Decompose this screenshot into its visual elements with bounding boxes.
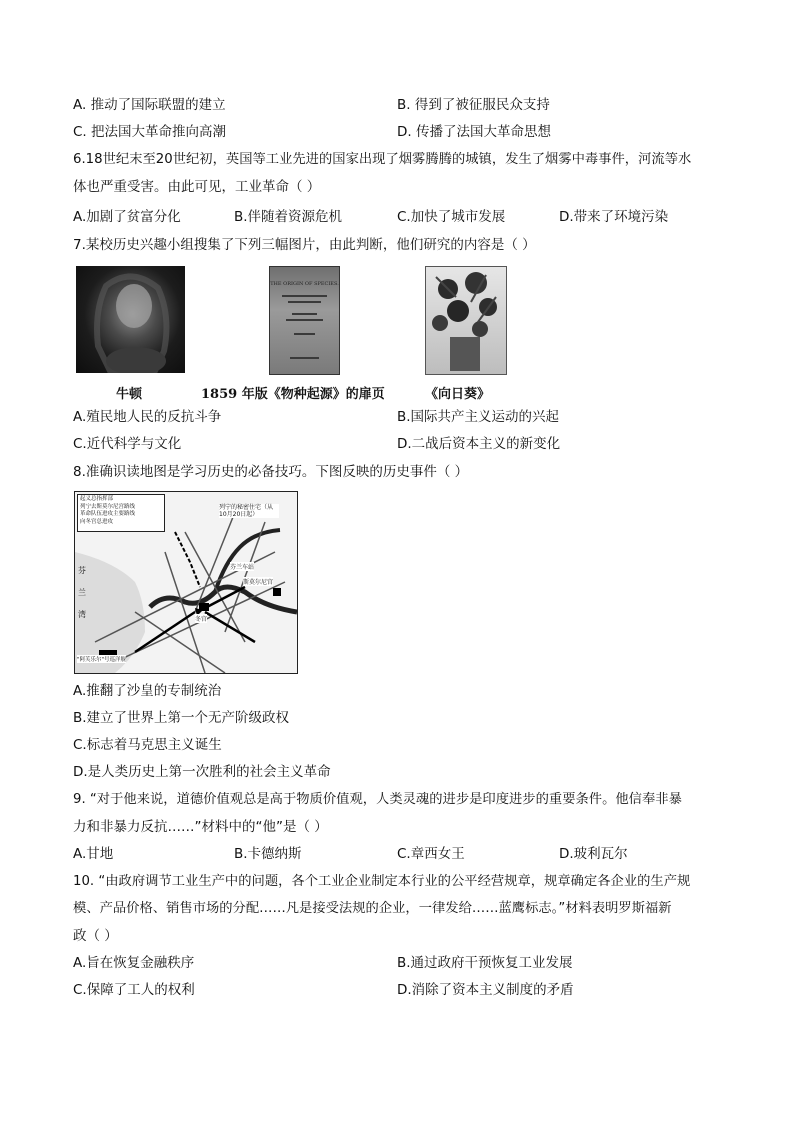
newton-portrait-image [76, 266, 185, 373]
q6-option-a: A.加剧了贫富分化 [73, 209, 181, 225]
q9-option-a: A.甘地 [73, 846, 114, 862]
q6-option-b: B.伴随着资源危机 [234, 209, 343, 225]
sunflowers-painting-image [425, 266, 507, 375]
q9-option-b: B.卡德纳斯 [234, 846, 302, 862]
q7-option-c: C.近代科学与文化 [73, 436, 182, 452]
q8-option-d: D.是人类历史上第一次胜利的社会主义革命 [73, 764, 331, 780]
q7-option-b: B.国际共产主义运动的兴起 [397, 409, 560, 425]
q9-option-c: C.章西女王 [397, 846, 465, 862]
q6-option-d: D.带来了环境污染 [559, 209, 669, 225]
legend-route-revolution: 革命队伍进攻主要路线 [80, 511, 136, 517]
map-label-winter-palace: 冬宫 [195, 616, 208, 623]
caption-origin-of-species: 1859 年版《物种起源》的扉页 [201, 387, 385, 402]
october-revolution-map [74, 491, 298, 674]
q10-option-b: B.通过政府干预恢复工业发展 [397, 955, 573, 971]
q6-stem-line2: 体也严重受害。由此可见，工业革命（ ） [73, 179, 321, 195]
map-label-aurora: "阿芙乐尔"号巡洋舰 [77, 657, 127, 663]
q9-stem-line2: 力和非暴力反抗……”材料中的“他”是（ ） [73, 819, 328, 835]
q10-stem-line1: 10. “由政府调节工业生产中的问题，各个工业企业制定本行业的公平经营规章，规章确定各企业的生产规 [73, 874, 691, 889]
q8-stem: 8.准确识读地图是学习历史的必备技巧。下图反映的历史事件（ ） [73, 464, 469, 480]
q10-stem-line2: 模、产品价格、销售市场的分配……凡是接受法规的企业，一律发给……蓝鹰标志。”材料表明罗斯福新 [73, 901, 672, 916]
q9-option-d: D.玻利瓦尔 [559, 846, 628, 862]
q7-option-a: A.殖民地人民的反抗斗争 [73, 409, 222, 425]
map-label-finland-station: 芬兰车站 [230, 564, 255, 571]
q8-option-c: C.标志着马克思主义诞生 [73, 737, 222, 753]
legend-route-attack: 向冬宫总进攻 [80, 518, 114, 525]
q5-option-d: D. 传播了法国大革命思想 [397, 124, 551, 140]
q5-option-b: B. 得到了被征服民众支持 [397, 97, 550, 113]
q6-stem-line1: 6.18世纪末至20世纪初，英国等工业先进的国家出现了烟雾腾腾的城镇，发生了烟雾中毒事件，河流等水 [73, 152, 692, 167]
map-label-gulf: 芬兰湾 [78, 566, 86, 619]
q10-option-a: A.旨在恢复金融秩序 [73, 955, 195, 971]
q7-stem: 7.某校历史兴趣小组搜集了下列三幅图片，由此判断，他们研究的内容是（ ） [73, 237, 536, 253]
q8-option-a: A.推翻了沙皇的专制统治 [73, 683, 222, 699]
caption-sunflowers: 《向日葵》 [425, 387, 491, 402]
q10-stem-line3: 政（ ） [73, 928, 118, 944]
legend-route-lenin: 列宁去斯莫尔尼宫路线 [80, 503, 136, 510]
q5-option-c: C. 把法国大革命推向高潮 [73, 124, 227, 140]
map-legend [77, 494, 165, 532]
origin-of-species-title-page-image [269, 266, 340, 375]
q8-option-b: B.建立了世界上第一个无产阶级政权 [73, 710, 290, 726]
q6-option-c: C.加快了城市发展 [397, 209, 506, 225]
map-label-smolny: 斯莫尔尼宫 [243, 579, 274, 586]
q5-option-a: A. 推动了国际联盟的建立 [73, 97, 226, 113]
map-label-lenin-residence: 列宁的秘密住宅（从10月20日起） [219, 504, 279, 518]
q7-option-d: D.二战后资本主义的新变化 [397, 436, 561, 452]
q9-stem-line1: 9. “对于他来说，道德价值观总是高于物质价值观，人类灵魂的进步是印度进步的重要条件。他信奉非暴 [73, 792, 682, 807]
q10-option-d: D.消除了资本主义制度的矛盾 [397, 982, 574, 998]
book-title-text: THE ORIGIN OF SPECIES. [270, 281, 339, 287]
q10-option-c: C.保障了工人的权利 [73, 982, 195, 998]
legend-title: 起义总指挥部 [80, 496, 114, 502]
caption-newton: 牛顿 [116, 387, 143, 402]
